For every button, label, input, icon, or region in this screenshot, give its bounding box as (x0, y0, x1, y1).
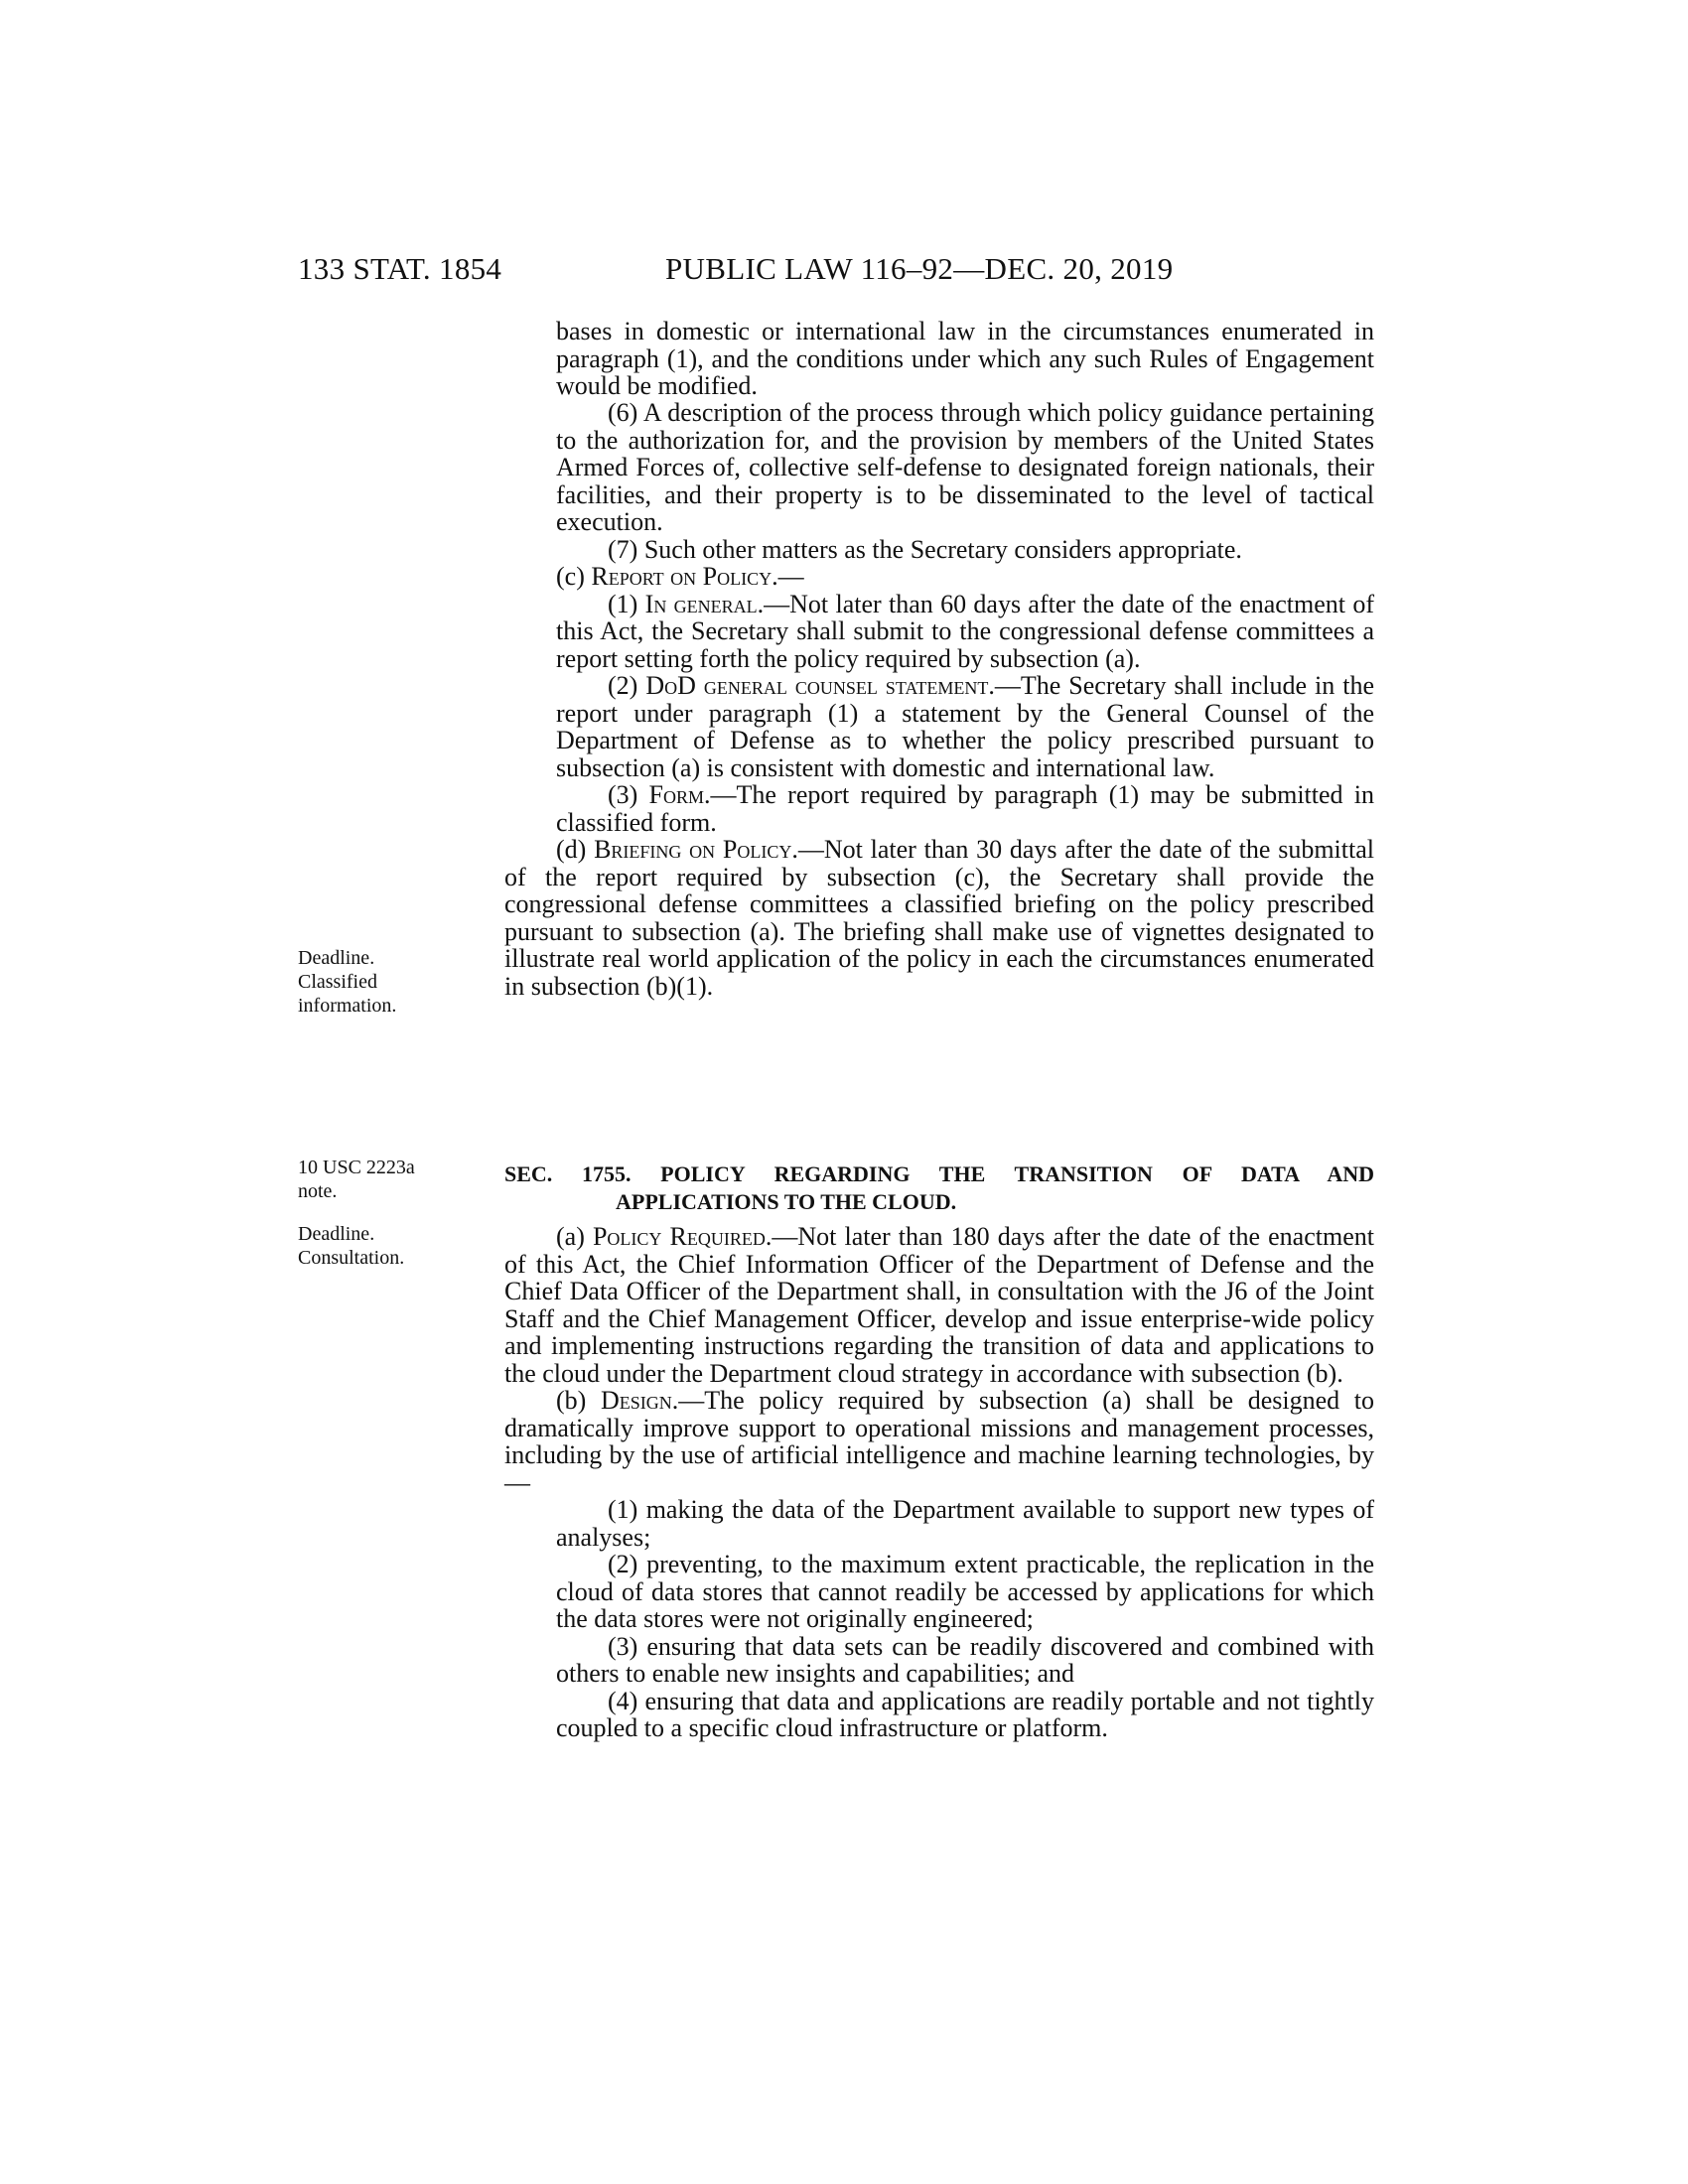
paragraph-label: (1) (608, 589, 645, 618)
subsection-c (504, 563, 1374, 591)
subsection-heading: Design. (600, 1386, 679, 1415)
subsection-label: (c) (556, 562, 592, 591)
paragraph-label: (2) (608, 671, 646, 700)
body-block-2 (504, 1223, 1374, 1742)
running-title: PUBLIC LAW 116–92—DEC. 20, 2019 (665, 251, 1174, 286)
margin-note-line: 10 USC 2223a (298, 1157, 415, 1178)
section-heading (504, 1160, 1374, 1215)
margin-note-deadline-consultation (298, 1222, 447, 1270)
subsection-text: —Not later than 30 days after the date of the submittal of the report required by subsection (c), the Secretary shall provide the congressional defense committees a classified briefing on the policy prescribed pursuant to subsection (a). The briefing shall make use of vignettes designated to illustrate real world application of the policy in each the circumstances enumerated in subsection (b)(1). (504, 835, 1374, 1001)
paragraph-6: (6) A description of the process through which policy guidance pertaining to the authorization for, and the provision by members of the United States Armed Forces of, collective self-defense to designated foreign nationals, their facilities, and their property is to be disseminated to the level of tactical execution. (556, 398, 1374, 536)
paragraph-text: —The report required by paragraph (1) may be submitted in classified form. (556, 780, 1374, 837)
subsection-b (504, 1387, 1374, 1496)
margin-note-line: Classified (298, 971, 377, 993)
paragraph-b3: (3) ensuring that data sets can be readily discovered and combined with others to enable new insights and capabilities; and (556, 1631, 1374, 1688)
paragraph-heading: Form. (648, 780, 711, 809)
paragraph-continuation: bases in domestic or international law in the circumstances enumerated in paragraph (1), and the conditions under which any such Rules of Engagement would be modified. (556, 317, 1374, 400)
margin-note-usc (298, 1156, 447, 1203)
paragraph-b4: (4) ensuring that data and applications are readily portable and not tightly coupled to a specific cloud infrastructure or platform. (556, 1686, 1374, 1742)
paragraph-text: —Not later than 60 days after the date of the enactment of this Act, the Secretary shall submit to the congressional defense committees a report setting forth the policy required by subsection (a). (556, 589, 1374, 673)
paragraph-heading: DoD general counsel statement. (645, 671, 995, 700)
paragraph-7: (7) Such other matters as the Secretary considers appropriate. (608, 534, 1242, 564)
paragraph-heading: In general. (644, 589, 765, 618)
subsection-label: (a) (556, 1222, 593, 1251)
margin-note-deadline-classified (298, 946, 447, 1018)
subsection-label: (d) (556, 835, 595, 864)
section-heading-line-2: APPLICATIONS TO THE CLOUD. (616, 1188, 957, 1214)
subsection-text: —Not later than 180 days after the date of the enactment of this Act, the Chief Information Officer of the Department of Defense and the Chief Data Officer of the Department shall, in consultation with the J6 of the Joint Staff and the Chief Management Officer, develop and issue enterprise-wide policy and implementing instructions regarding the transition of data and applications to the cloud under the Department cloud strategy in accordance with subsection (b). (504, 1222, 1374, 1388)
subsection-heading: Briefing on Policy. (594, 835, 798, 864)
paragraph-c2 (504, 672, 1374, 781)
subsection-d (504, 836, 1374, 1000)
section-heading-line-1: SEC. 1755. POLICY REGARDING THE TRANSITION OF DATA AND (504, 1161, 1374, 1186)
paragraph-b2: (2) preventing, to the maximum extent practicable, the replication in the cloud of data stores that cannot readily be accessed by applications for which the data stores were not originally engineered; (556, 1550, 1374, 1633)
margin-note-line: note. (298, 1180, 338, 1202)
continuation-block (556, 318, 1374, 400)
subsection-a (504, 1223, 1374, 1387)
page-reference: 133 STAT. 1854 (298, 251, 502, 286)
subsection-heading: Policy Required. (592, 1222, 773, 1251)
body-block-1 (504, 399, 1374, 1000)
margin-note-line: Deadline. (298, 947, 375, 969)
paragraph-c3 (504, 781, 1374, 836)
subsection-heading: Report on Policy.— (591, 562, 804, 591)
paragraph-c1 (504, 591, 1374, 673)
subsection-label: (b) (556, 1386, 601, 1415)
paragraph-b1: (1) making the data of the Department available to support new types of analyses; (556, 1495, 1374, 1552)
paragraph-label: (3) (608, 780, 649, 809)
paragraph-text: —The Secretary shall include in the report under paragraph (1) a statement by the General Counsel of the Department of Defense as to whether the policy prescribed pursuant to subsection (a) is consistent with domestic and international law. (556, 671, 1374, 782)
page-header (298, 244, 1370, 294)
margin-note-line: information. (298, 995, 397, 1017)
margin-note-line: Consultation. (298, 1247, 405, 1269)
margin-note-line: Deadline. (298, 1223, 375, 1245)
subsection-text: —The policy required by subsection (a) shall be designed to dramatically improve support to operational missions and management processes, including by the use of artificial intelligence and machine learning technologies, by— (504, 1386, 1374, 1497)
